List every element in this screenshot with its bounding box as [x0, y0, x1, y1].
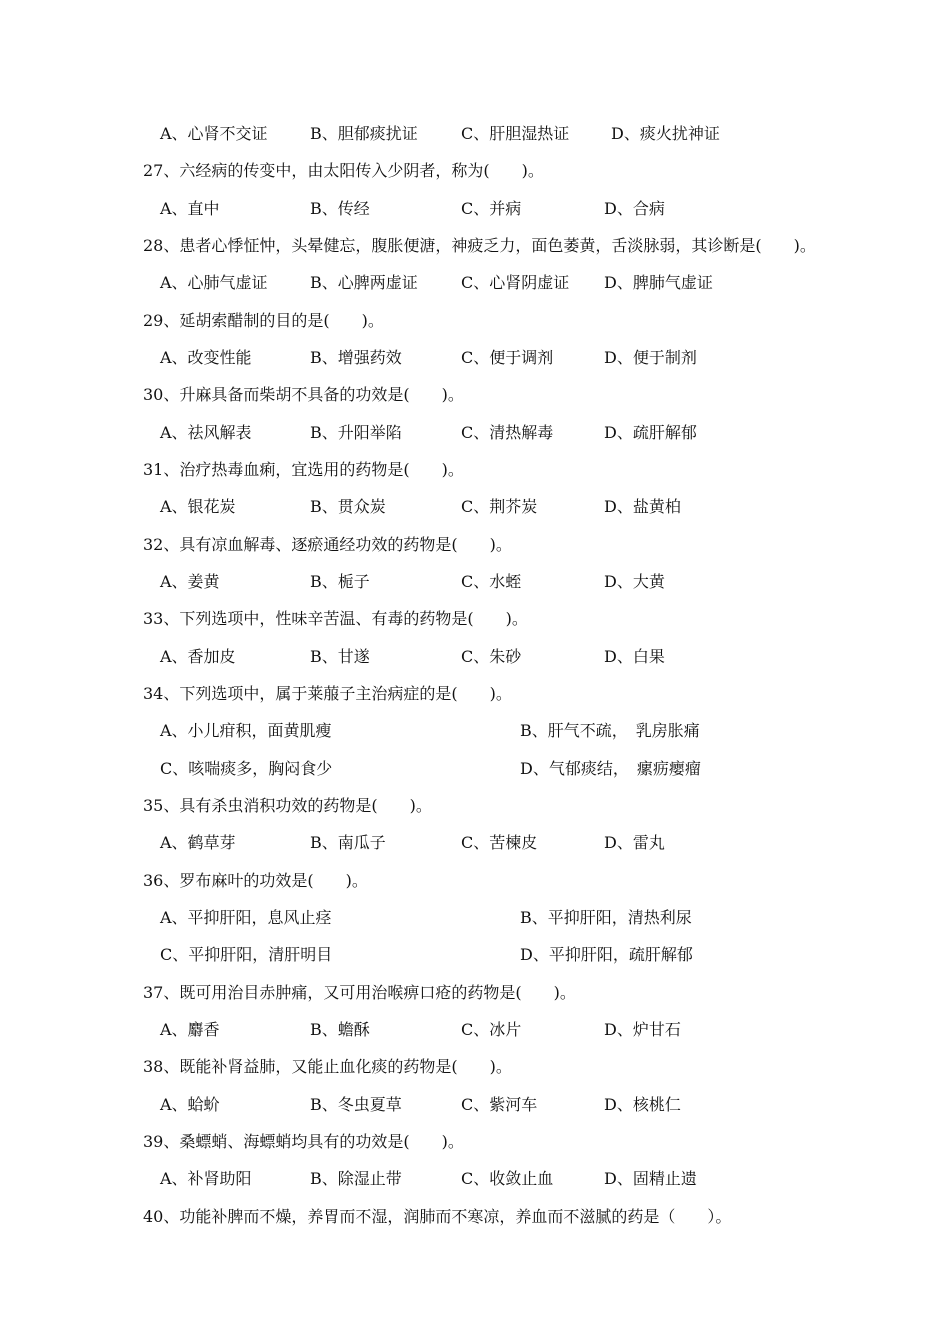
question-37-stem: 37、既可用治目赤肿痛，又可用治喉痹口疮的药物是( )。	[143, 983, 576, 1002]
q38-option-a: A、蛤蚧	[160, 1095, 220, 1114]
q32-option-c: C、水蛭	[461, 572, 522, 591]
option-c: C、肝胆湿热证	[461, 124, 570, 143]
q34-option-c: C、咳喘痰多，胸闷食少	[160, 759, 333, 778]
q30-option-a: A、祛风解表	[160, 423, 252, 442]
q35-option-b: B、南瓜子	[310, 833, 386, 852]
q30-option-c: C、清热解毒	[461, 423, 554, 442]
q35-option-d: D、雷丸	[604, 833, 665, 852]
question-33-stem: 33、下列选项中，性味辛苦温、有毒的药物是( )。	[143, 609, 528, 628]
q38-option-d: D、核桃仁	[604, 1095, 681, 1114]
q34-option-a: A、小儿疳积，面黄肌瘦	[160, 721, 332, 740]
q29-option-c: C、便于调剂	[461, 348, 554, 367]
question-29-stem: 29、延胡索醋制的目的是( )。	[143, 311, 384, 330]
q27-option-b: B、传经	[310, 199, 370, 218]
q38-option-c: C、紫河车	[461, 1095, 538, 1114]
option-d: D、痰火扰神证	[611, 124, 720, 143]
question-32-stem: 32、具有凉血解毒、逐瘀通经功效的药物是( )。	[143, 535, 512, 554]
q36-option-d: D、平抑肝阳，疏肝解郁	[520, 945, 693, 964]
q33-option-c: C、朱砂	[461, 647, 522, 666]
q39-option-c: C、收敛止血	[461, 1169, 554, 1188]
q31-option-b: B、贯众炭	[310, 497, 386, 516]
q36-option-b: B、平抑肝阳，清热利尿	[520, 908, 692, 927]
q31-option-a: A、银花炭	[160, 497, 236, 516]
q38-option-b: B、冬虫夏草	[310, 1095, 402, 1114]
q33-option-b: B、甘遂	[310, 647, 370, 666]
question-36-stem: 36、罗布麻叶的功效是( )。	[143, 871, 368, 890]
q39-option-a: A、补肾助阳	[160, 1169, 252, 1188]
q33-option-d: D、白果	[604, 647, 665, 666]
q27-option-a: A、直中	[160, 199, 220, 218]
q29-option-d: D、便于制剂	[604, 348, 697, 367]
option-a: A、心肾不交证	[160, 124, 268, 143]
question-31-stem: 31、治疗热毒血痢，宜选用的药物是( )。	[143, 460, 464, 479]
q32-option-b: B、栀子	[310, 572, 370, 591]
q37-option-c: C、冰片	[461, 1020, 522, 1039]
question-34-stem: 34、下列选项中，属于莱菔子主治病症的是( )。	[143, 684, 512, 703]
q29-option-b: B、增强药效	[310, 348, 402, 367]
question-30-stem: 30、升麻具备而柴胡不具备的功效是( )。	[143, 385, 464, 404]
question-38-stem: 38、既能补肾益肺，又能止血化痰的药物是( )。	[143, 1057, 512, 1076]
q37-option-a: A、麝香	[160, 1020, 220, 1039]
q31-option-c: C、荆芥炭	[461, 497, 538, 516]
q36-option-c: C、平抑肝阳，清肝明目	[160, 945, 333, 964]
q30-option-b: B、升阳举陷	[310, 423, 402, 442]
q31-option-d: D、盐黄柏	[604, 497, 681, 516]
q39-option-b: B、除湿止带	[310, 1169, 402, 1188]
question-27-stem: 27、六经病的传变中，由太阳传入少阴者，称为( )。	[143, 161, 544, 180]
q29-option-a: A、改变性能	[160, 348, 252, 367]
q37-option-b: B、蟾酥	[310, 1020, 370, 1039]
q28-option-b: B、心脾两虚证	[310, 273, 418, 292]
q33-option-a: A、香加皮	[160, 647, 236, 666]
question-28-stem: 28、患者心悸怔忡，头晕健忘，腹胀便溏，神疲乏力，面色萎黄，舌淡脉弱，其诊断是( )。	[143, 236, 816, 255]
option-b: B、胆郁痰扰证	[310, 124, 418, 143]
q34-option-d: D、气郁痰结， 瘰疬瘿瘤	[520, 759, 701, 778]
question-35-stem: 35、具有杀虫消积功效的药物是( )。	[143, 796, 432, 815]
q28-option-a: A、心肺气虚证	[160, 273, 268, 292]
q28-option-c: C、心肾阴虚证	[461, 273, 570, 292]
question-39-stem: 39、桑螵蛸、海螵蛸均具有的功效是( )。	[143, 1132, 464, 1151]
q36-option-a: A、平抑肝阳，息风止痉	[160, 908, 332, 927]
q37-option-d: D、炉甘石	[604, 1020, 681, 1039]
question-40-stem: 40、功能补脾而不燥，养胃而不湿，润肺而不寒凉，养血而不滋腻的药是（ ）。	[143, 1207, 732, 1226]
q27-option-d: D、合病	[604, 199, 665, 218]
q27-option-c: C、并病	[461, 199, 522, 218]
q28-option-d: D、脾肺气虚证	[604, 273, 713, 292]
q35-option-c: C、苦楝皮	[461, 833, 538, 852]
q30-option-d: D、疏肝解郁	[604, 423, 697, 442]
q32-option-a: A、姜黄	[160, 572, 220, 591]
q35-option-a: A、鹤草芽	[160, 833, 236, 852]
q32-option-d: D、大黄	[604, 572, 665, 591]
q39-option-d: D、固精止遗	[604, 1169, 697, 1188]
q34-option-b: B、肝气不疏， 乳房胀痛	[520, 721, 700, 740]
